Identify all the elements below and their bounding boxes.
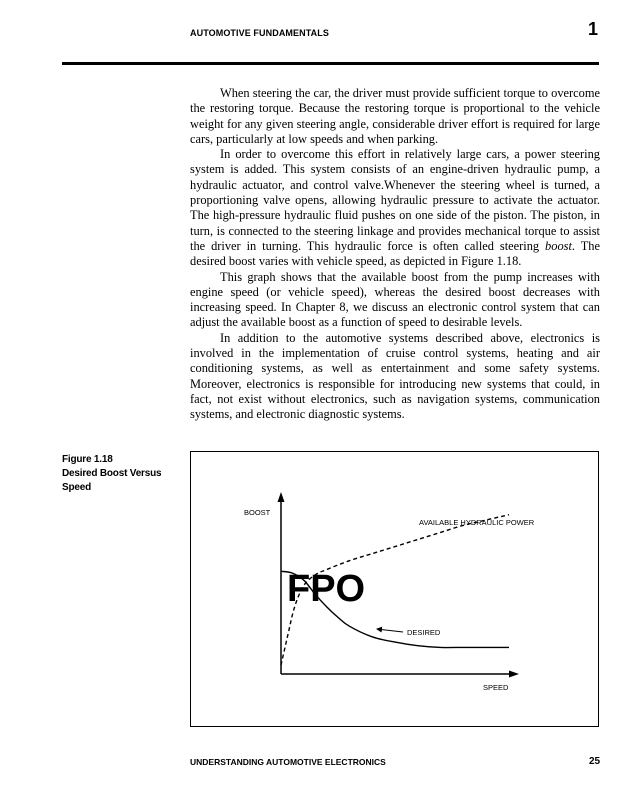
figure-caption (62, 453, 182, 495)
paragraph-2-italic-term: boost (545, 238, 572, 253)
available-hydraulic-power-label: AVAILABLE HYDRAULIC POWER (419, 518, 535, 527)
running-header-title: AUTOMOTIVE FUNDAMENTALS (190, 28, 329, 38)
fpo-placeholder-mark: FPO (287, 568, 366, 610)
x-axis-label: SPEED (483, 683, 509, 692)
paragraph-2-text-a: In order to overcome this effort in relatively large cars, a power steering system is added. This system consists of an engine-driven hydraulic pump, a hydraulic actuator, and control valve.Whenever the steering wheel is turned, a proportioning valve opens, allowing hydraulic pressure to activate the actuator. The high-pressure hydraulic fluid pushes on one side of the piston. The piston, in turn, is connected to the steering linkage and provides mechanical torque to assist the driver in turning. This hydraulic force is often called steering (190, 147, 600, 253)
paragraph-2-text-b: . The desired boost varies with vehicle speed, as depicted in Figure 1.18. (190, 238, 600, 269)
paragraph-2 (190, 147, 600, 269)
x-axis-arrow (509, 671, 519, 678)
desired-label: DESIRED (407, 628, 441, 637)
running-footer-title: UNDERSTANDING AUTOMOTIVE ELECTRONICS (190, 757, 386, 767)
body-text (190, 86, 600, 423)
boost-vs-speed-chart (191, 452, 598, 726)
figure-caption-title: Desired Boost Versus Speed (62, 468, 162, 493)
header-rule (62, 62, 599, 65)
paragraph-1: When steering the car, the driver must provide sufficient torque to overcome the restoring torque. Because the restoring torque is proportional to the vehicle weight for any given steering angle, considerable driver effort is required for large cars, particularly at low speeds and when parking. (190, 86, 600, 146)
figure-frame (190, 451, 599, 727)
chapter-number: 1 (588, 19, 599, 39)
paragraph-3: This graph shows that the available boost from the pump increases with engine speed (or vehicle speed), whereas the desired boost decreases with increasing speed. In Chapter 8, we discuss an electronic control system that can adjust the available boost as a function of speed to desirable levels. (190, 269, 600, 330)
y-axis-arrow (278, 492, 285, 502)
desired-pointer-arrow (377, 629, 403, 632)
page-number: 25 (589, 756, 601, 767)
paragraph-4: In addition to the automotive systems described above, electronics is involved in the implementation of cruise control systems, heating and air conditioning systems, as well as entertainment and some safety systems. Moreover, electronics is responsible for introducing new systems that could, in fact, not exist without electronics, such as navigation systems, communication systems, and electronic diagnostic systems. (190, 330, 600, 422)
figure-caption-number: Figure 1.18 (62, 454, 113, 465)
y-axis-label: BOOST (244, 508, 271, 517)
